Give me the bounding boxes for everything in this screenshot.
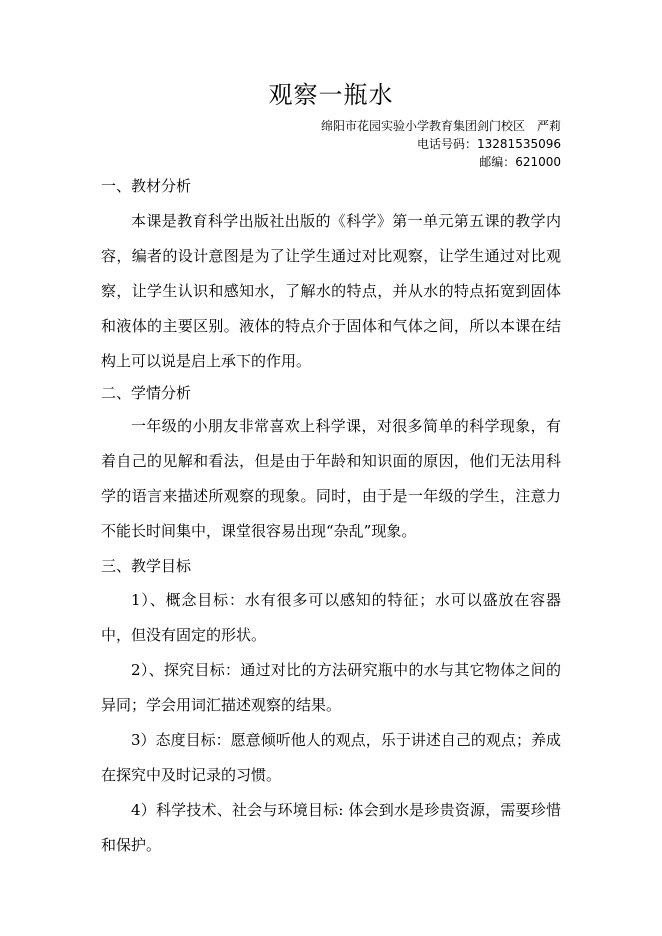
section-heading-2: 二、学情分析 xyxy=(101,384,192,402)
section-heading-3: 三、教学目标 xyxy=(101,557,192,575)
phone-line: 电话号码：13281535096 xyxy=(417,137,561,151)
section-paragraph-2: 一年级的小朋友非常喜欢上科学课，对很多简单的科学现象，有着自己的见解和看法，但是由于年龄和知识面的原因，他们无法用科学的语言来描述所观察的现象。同时，由于是一年级的学生，注意力不能长时间集中，课堂很容易出现“杂乱”现象。 xyxy=(101,417,561,540)
goal-item: 3）态度目标：愿意倾听他人的观点，乐于讲述自己的观点；养成在探究中及时记录的习惯。 xyxy=(101,731,561,784)
author-line: 绵阳市花园实验小学教育集团剑门校区 严莉 xyxy=(320,119,561,133)
document-title: 观察一瓶水 xyxy=(268,81,394,109)
goal-item: 1）、概念目标：水有很多可以感知的特征；水可以盛放在容器中，但没有固定的形状。 xyxy=(101,591,561,644)
goal-item: 4）科学技术、社会与环境目标: 体会到水是珍贵资源，需要珍惜和保护。 xyxy=(101,801,561,854)
postcode-line: 邮编：621000 xyxy=(479,155,561,169)
section-heading-1: 一、教材分析 xyxy=(101,177,192,195)
section-paragraph-1: 本课是教育科学出版社出版的《科学》第一单元第五课的教学内容，编者的设计意图是为了让学生通过对比观察，让学生通过对比观察，让学生认识和感知水，了解水的特点，并从水的特点拓宽到固体和液体的主要区别。液体的特点介于固体和气体之间，所以本课在结构上可以说是启上承下的作用。 xyxy=(101,212,561,370)
goal-item: 2）、探究目标：通过对比的方法研究瓶中的水与其它物体之间的异同；学会用词汇描述观察的结果。 xyxy=(101,661,561,714)
